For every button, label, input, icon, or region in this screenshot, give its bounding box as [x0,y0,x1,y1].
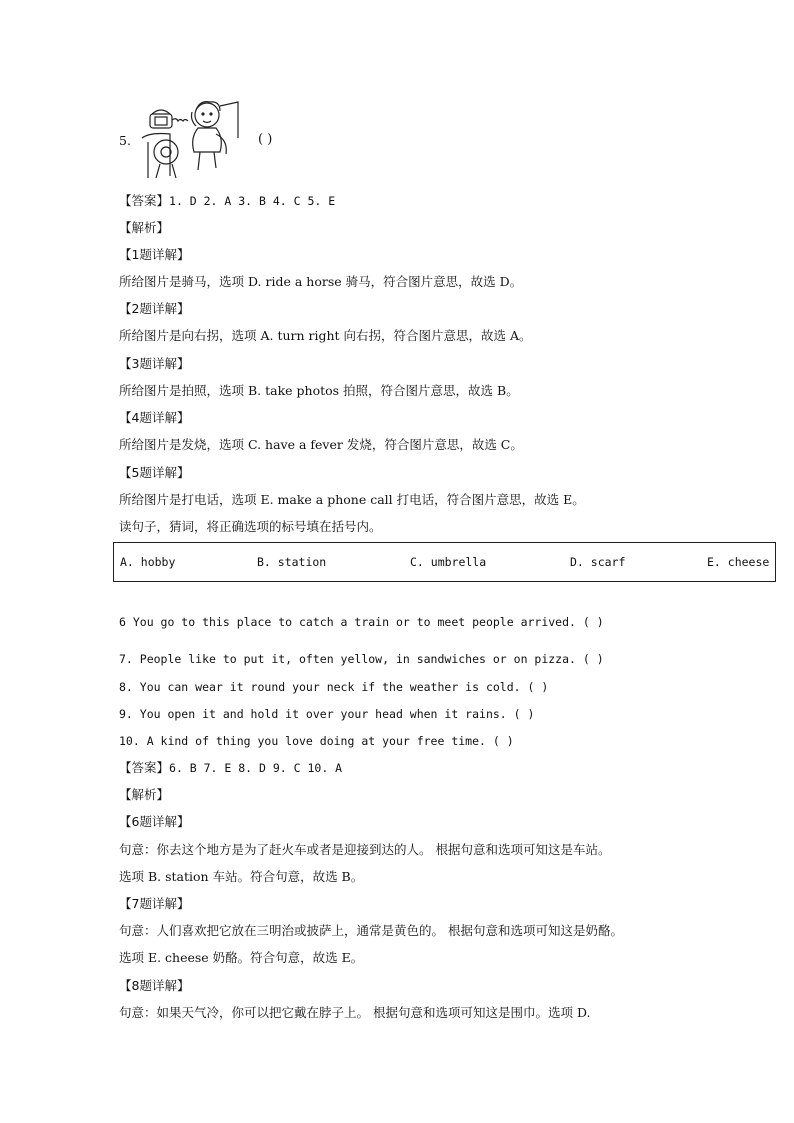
detail-3-text: 所给图片是拍照，选项 B. take photos 拍照，符合图片意思，故选 B。 [119,383,519,398]
instruction-text: 读句子，猜词，将正确选项的标号填在括号内。 [119,519,382,534]
analysis-heading: 【解析】 [119,220,170,235]
analysis-heading: 【解析】 [119,787,170,802]
detail-1-heading: 【1题详解】 [119,247,190,262]
question-5-number: 5. [119,133,131,148]
answer-tag: 【答案】 [119,760,170,775]
phone-call-illustration [140,98,240,180]
detail-5-heading: 【5题详解】 [119,465,190,480]
detail-2-heading: 【2题详解】 [119,301,190,316]
answer-line-2 [119,759,342,777]
detail-5-text: 所给图片是打电话，选项 E. make a phone call 打电话，符合图片意思，故选 E。 [119,492,585,507]
question-8: 8. You can wear it round your neck if the weather is cold. ( ) [119,680,549,694]
question-6: 6 You go to this place to catch a train or to meet people arrived. ( ) [119,615,604,629]
detail-3-heading: 【3题详解】 [119,356,190,371]
question-9: 9. You open it and hold it over your head when it rains. ( ) [119,707,535,721]
option-d: D. scarf [570,555,626,569]
option-b: B. station [257,555,327,569]
detail-2-text: 所给图片是向右拐，选项 A. turn right 向右拐，符合图片意思，故选 A。 [119,328,532,343]
detail-6-text-1: 句意：你去这个地方是为了赶火车或者是迎接到达的人。 根据句意和选项可知这是车站。 [119,842,611,857]
question-7: 7. People like to put it, often yellow, in sandwiches or on pizza. ( ) [119,652,604,666]
detail-8-text-1: 句意：如果天气冷，你可以把它戴在脖子上。 根据句意和选项可知这是围巾。选项 D. [119,1005,591,1020]
detail-8-heading: 【8题详解】 [119,978,190,993]
detail-1-text: 所给图片是骑马，选项 D. ride a horse 骑马，符合图片意思，故选 D。 [119,274,523,289]
detail-4-heading: 【4题详解】 [119,410,190,425]
detail-4-text: 所给图片是发烧，选项 C. have a fever 发烧，符合图片意思，故选 C。 [119,437,523,452]
answer-line-1 [119,192,335,210]
answer-tag: 【答案】 [119,193,170,208]
answer-text: 1. D 2. A 3. B 4. C 5. E [169,194,336,208]
detail-6-heading: 【6题详解】 [119,814,190,829]
option-a: A. hobby [120,555,176,569]
detail-7-text-1: 句意：人们喜欢把它放在三明治或披萨上，通常是黄色的。 根据句意和选项可知这是奶酪。 [119,923,623,938]
question-10: 10. A kind of thing you love doing at your free time. ( ) [119,734,514,748]
detail-6-text-2: 选项 B. station 车站。符合句意，故选 B。 [119,869,364,884]
option-c: C. umbrella [410,555,487,569]
answer-text: 6. B 7. E 8. D 9. C 10. A [169,761,343,775]
detail-7-text-2: 选项 E. cheese 奶酪。符合句意，故选 E。 [119,950,364,965]
detail-7-heading: 【7题详解】 [119,896,190,911]
options-box [113,542,776,582]
question-5-blank: ( ) [258,132,273,147]
option-e: E. cheese [707,555,770,569]
